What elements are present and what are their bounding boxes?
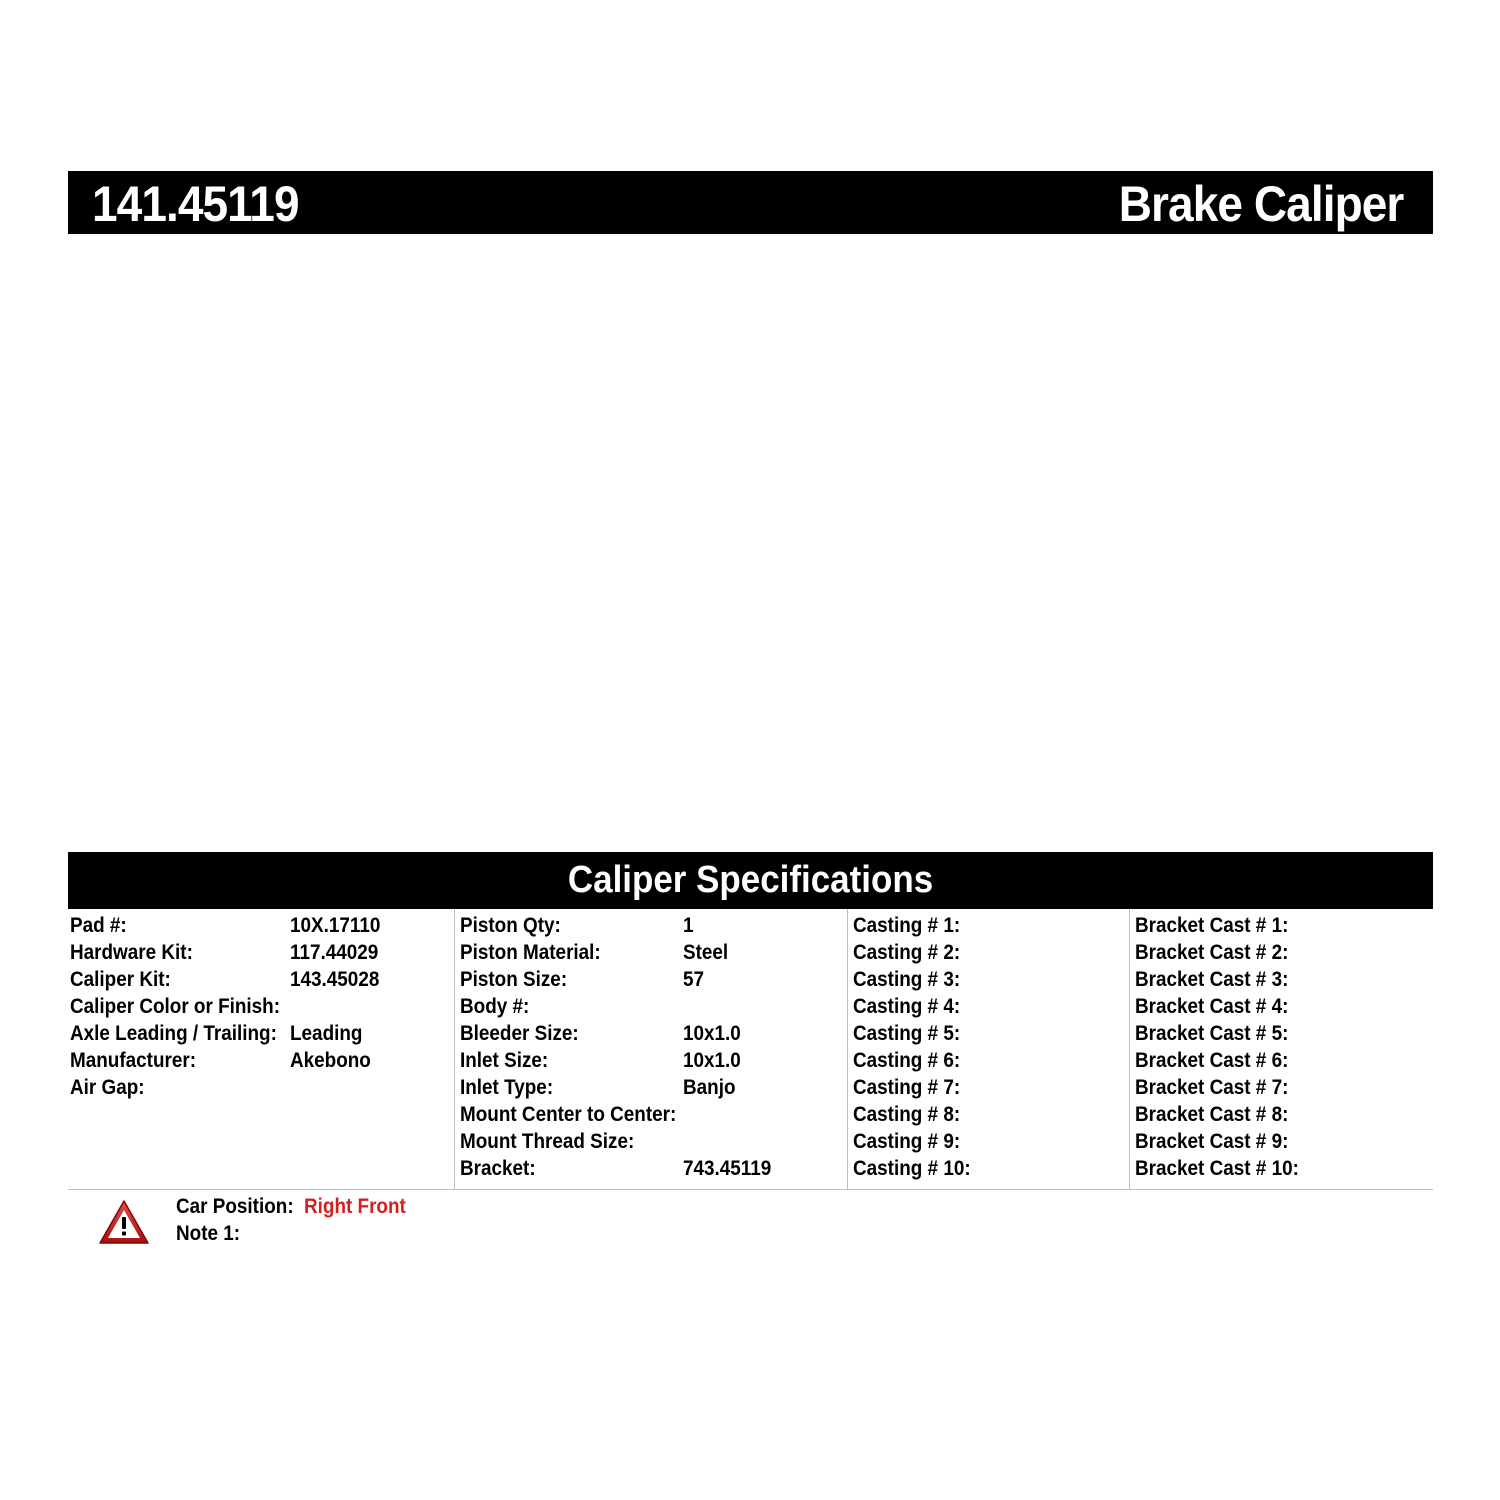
- spec-label: Inlet Type:: [460, 1076, 554, 1099]
- spec-label: Bracket Cast # 9:: [1135, 1130, 1289, 1153]
- car-position-label: Car Position:: [176, 1195, 294, 1218]
- spec-value: 743.45119: [683, 1157, 772, 1180]
- spec-label: Casting # 3:: [853, 968, 961, 991]
- spec-section-title: Caliper Specifications: [567, 859, 934, 901]
- spec-label: Body #:: [460, 995, 530, 1018]
- warning-icon: [98, 1198, 150, 1246]
- spec-label: Bracket Cast # 7:: [1135, 1076, 1289, 1099]
- note-area: [98, 1192, 698, 1252]
- spec-label: Casting # 10:: [853, 1157, 971, 1180]
- car-position-row: [176, 1193, 406, 1220]
- spec-value: 57: [683, 968, 705, 991]
- product-name: Brake Caliper: [1118, 176, 1403, 232]
- note-1-row: [176, 1220, 247, 1247]
- title-bar: [68, 171, 1433, 234]
- spec-label: Casting # 4:: [853, 995, 961, 1018]
- spec-label: Bracket Cast # 6:: [1135, 1049, 1289, 1072]
- spec-label: Bracket Cast # 10:: [1135, 1157, 1299, 1180]
- spec-label: Bracket Cast # 8:: [1135, 1103, 1289, 1126]
- spec-label: Casting # 1:: [853, 914, 961, 937]
- spec-value: 1: [683, 914, 694, 937]
- spec-label: Axle Leading / Trailing:: [70, 1022, 277, 1045]
- spec-label: Casting # 7:: [853, 1076, 961, 1099]
- spec-label: Bracket:: [460, 1157, 536, 1180]
- spec-value: 117.44029: [290, 941, 379, 964]
- spec-label: Mount Thread Size:: [460, 1130, 635, 1153]
- spec-label: Bracket Cast # 2:: [1135, 941, 1289, 964]
- spec-label: Caliper Kit:: [70, 968, 171, 991]
- spec-label: Bracket Cast # 4:: [1135, 995, 1289, 1018]
- spec-label: Bleeder Size:: [460, 1022, 579, 1045]
- spec-label: Caliper Color or Finish:: [70, 995, 281, 1018]
- spec-label: Casting # 9:: [853, 1130, 961, 1153]
- part-number: 141.45119: [92, 176, 299, 232]
- column-divider: [1129, 909, 1130, 1189]
- spec-label: Bracket Cast # 5:: [1135, 1022, 1289, 1045]
- spec-label: Piston Size:: [460, 968, 568, 991]
- spec-label: Air Gap:: [70, 1076, 145, 1099]
- column-divider: [847, 909, 848, 1189]
- spec-label: Casting # 8:: [853, 1103, 961, 1126]
- spec-value: 10x1.0: [683, 1049, 741, 1072]
- spec-label: Inlet Size:: [460, 1049, 549, 1072]
- spec-value: Leading: [290, 1022, 363, 1045]
- spec-label: Piston Material:: [460, 941, 601, 964]
- spec-label: Casting # 5:: [853, 1022, 961, 1045]
- spec-label: Manufacturer:: [70, 1049, 197, 1072]
- spec-label: Mount Center to Center:: [460, 1103, 677, 1126]
- column-divider: [454, 909, 455, 1189]
- spec-label: Pad #:: [70, 914, 127, 937]
- spec-label: Bracket Cast # 3:: [1135, 968, 1289, 991]
- spec-label: Casting # 6:: [853, 1049, 961, 1072]
- spec-value: 143.45028: [290, 968, 380, 991]
- note-1-label: Note 1:: [176, 1222, 241, 1245]
- spec-label: Piston Qty:: [460, 914, 561, 937]
- spec-label: Casting # 2:: [853, 941, 961, 964]
- spec-label: Bracket Cast # 1:: [1135, 914, 1289, 937]
- spec-value: 10x1.0: [683, 1022, 741, 1045]
- spec-value: 10X.17110: [290, 914, 381, 937]
- spec-label: Hardware Kit:: [70, 941, 193, 964]
- spec-value: Banjo: [683, 1076, 736, 1099]
- car-position-value: Right Front: [304, 1195, 406, 1218]
- spec-table: [68, 909, 1433, 1190]
- spec-section-header: [68, 852, 1433, 909]
- spec-value: Steel: [683, 941, 729, 964]
- spec-value: Akebono: [290, 1049, 371, 1072]
